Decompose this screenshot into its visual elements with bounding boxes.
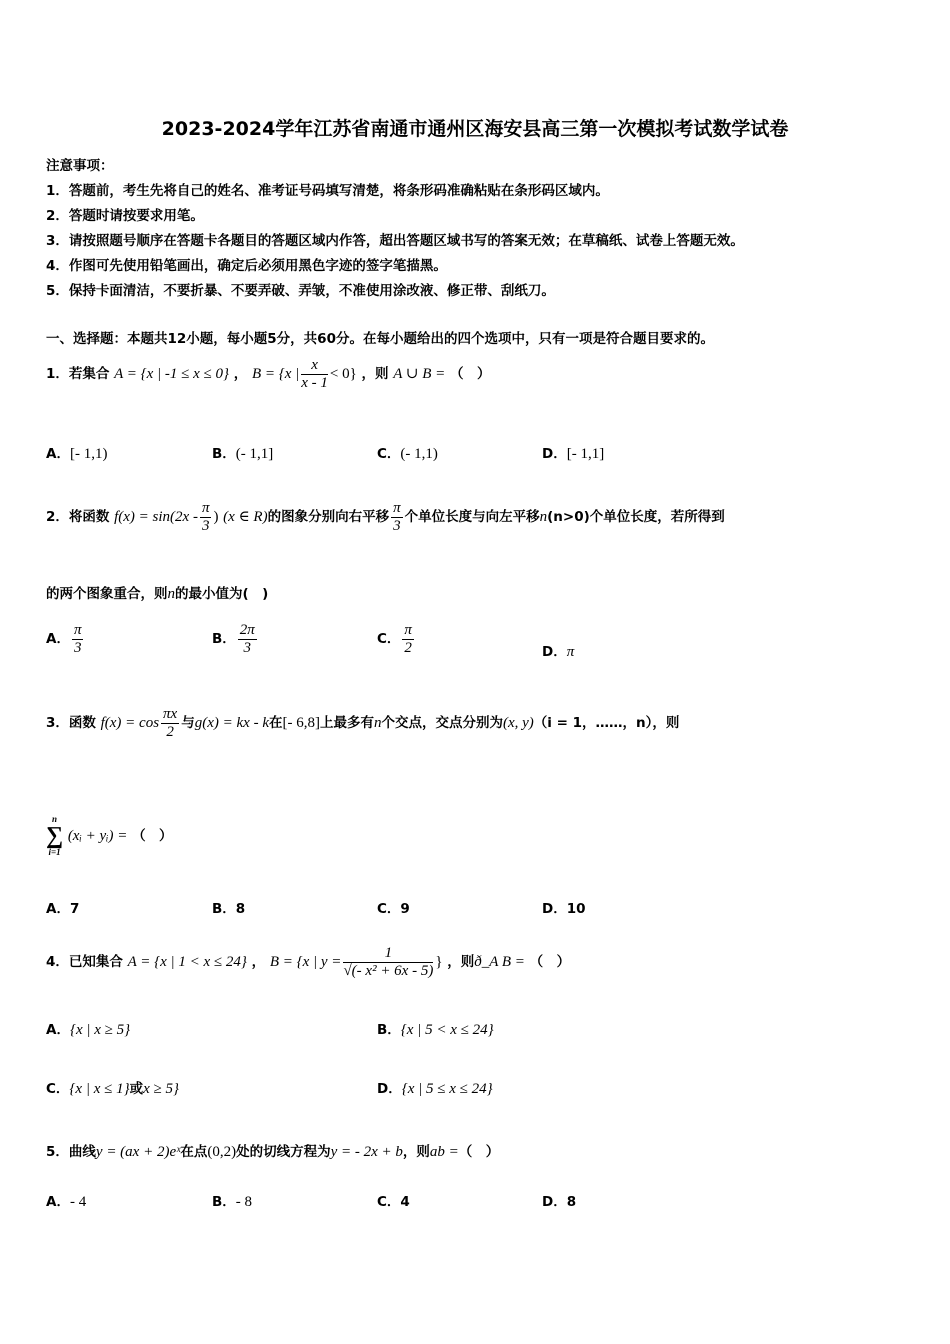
q4-option-d-value: {x | 5 ≤ x ≤ 24} xyxy=(401,1081,493,1097)
q4-answer-paren: （ ） xyxy=(529,954,571,970)
q1-sep: ， xyxy=(233,366,248,382)
q2-option-d-value: π xyxy=(566,644,575,660)
q4-expression: ð_A B = xyxy=(474,954,525,970)
q4-option-d-label: D． xyxy=(377,1081,402,1097)
q5-option-a-value: - 4 xyxy=(69,1194,87,1210)
q3-option-a-value: 7 xyxy=(69,901,80,917)
q2-func-num: π xyxy=(201,500,210,516)
question-3-line-2 xyxy=(46,815,173,857)
q2-number: 2．将函数 xyxy=(46,509,110,525)
q1-option-a-value: [- 1,1) xyxy=(69,446,108,462)
q5-option-a[interactable] xyxy=(46,1190,86,1211)
q4-set-a: A = {x | 1 < x ≤ 24} xyxy=(127,954,247,970)
q1-option-d-value: [- 1,1] xyxy=(566,446,605,462)
q4-option-d[interactable] xyxy=(377,1077,493,1098)
q4-option-a-value: {x | x ≥ 5} xyxy=(69,1022,131,1038)
q1-option-c-value: (- 1,1) xyxy=(400,446,438,462)
q3-number: 3．函数 xyxy=(46,715,96,731)
q3-text-1: 上最多有 xyxy=(319,715,374,731)
section-heading: 一、选择题：本题共12小题，每小题5分，共60分。在每小题给出的四个选项中，只有一项是符合题目要求的。 xyxy=(46,331,714,347)
q5-number: 5．曲线 xyxy=(46,1144,96,1160)
q1-option-b-value: (- 1,1] xyxy=(235,446,274,462)
q5-option-c-value: 4 xyxy=(400,1194,410,1210)
q1-set-b-fraction xyxy=(301,357,328,391)
q3-f-prefix: f(x) = cos xyxy=(100,715,160,731)
q1-answer-paren: （ ） xyxy=(449,366,491,382)
q3-sum-bottom: i=1 xyxy=(48,847,61,857)
q3-option-c[interactable] xyxy=(377,897,410,917)
q3-interval: [- 6,8] xyxy=(282,715,320,731)
q3-option-d-value: 10 xyxy=(566,901,586,917)
q2-option-b-fraction xyxy=(238,622,257,656)
q1-set-b-num: x xyxy=(301,357,328,375)
q4-option-c[interactable] xyxy=(46,1077,179,1098)
q5-option-c[interactable] xyxy=(377,1190,410,1210)
q5-option-d-label: D． xyxy=(542,1194,567,1210)
q1-set-b-suffix: < 0} xyxy=(329,366,357,382)
q4-option-c-label: C． xyxy=(46,1081,70,1097)
q2-option-c[interactable] xyxy=(377,622,416,656)
question-4 xyxy=(46,945,570,979)
sigma-icon: ∑ xyxy=(46,823,64,849)
q3-sum-top: n xyxy=(52,814,58,824)
q2-option-d[interactable] xyxy=(542,640,574,661)
q5-option-c-label: C． xyxy=(377,1194,401,1210)
q2-text-2: 个单位长度与向左平移 xyxy=(404,509,540,525)
q3-point: (x, y) xyxy=(502,715,534,731)
q1-option-d[interactable] xyxy=(542,442,604,463)
q4-set-b-prefix: B = {x | y = xyxy=(269,954,342,970)
q1-set-a: A = {x | -1 ≤ x ≤ 0} xyxy=(114,366,230,382)
notice-item-1: 1．答题前，考生先将自己的姓名、准考证号码填写清楚，将条形码准确粘贴在条形码区域内。 xyxy=(46,183,609,199)
question-2 xyxy=(46,500,725,534)
q2-func-prefix: f(x) = sin(2x - xyxy=(114,509,198,525)
q1-option-b-label: B． xyxy=(212,446,236,462)
q2-option-b-den: 3 xyxy=(243,639,252,656)
q4-option-c-value-2: x ≥ 5} xyxy=(143,1081,179,1097)
q4-option-c-value: {x | x ≤ 1} xyxy=(69,1081,130,1097)
q5-option-b[interactable] xyxy=(212,1190,252,1211)
q4-set-b-suffix: } xyxy=(435,954,443,970)
q5-option-d-value: 8 xyxy=(566,1194,577,1210)
q3-index: （i = 1，……，n），则 xyxy=(533,715,680,731)
q3-option-a-label: A． xyxy=(46,901,70,917)
question-2-line-2 xyxy=(46,582,268,603)
q5-option-d[interactable] xyxy=(542,1190,576,1210)
q2-option-a-label: A． xyxy=(46,631,70,647)
notice-item-5: 5．保持卡面清洁，不要折暴、不要弄破、弄皱，不准使用涂改液、修正带、刮纸刀。 xyxy=(46,283,555,299)
q5-option-b-label: B． xyxy=(212,1194,236,1210)
q1-option-c[interactable] xyxy=(377,442,438,463)
q3-text-2: 个交点，交点分别为 xyxy=(381,715,503,731)
q3-with: 与 xyxy=(181,715,195,731)
q2-n: n xyxy=(539,509,548,525)
notice-item-4: 4．作图可先使用铅笔画出，确定后必须用黑色字迹的签字笔描黑。 xyxy=(46,258,447,274)
q2-cond: (n>0) xyxy=(547,509,590,525)
q2-line2-b: 的最小值为( ) xyxy=(175,586,269,602)
notice-heading: 注意事项： xyxy=(46,158,114,174)
q5-curve: y = (ax + 2)eˣ xyxy=(95,1144,181,1160)
q1-option-c-label: C． xyxy=(377,446,401,462)
q2-option-c-num: π xyxy=(404,622,412,638)
q3-option-b[interactable] xyxy=(212,897,245,917)
q4-option-b[interactable] xyxy=(377,1018,494,1039)
question-5 xyxy=(46,1140,499,1161)
q4-option-c-or: 或 xyxy=(129,1081,144,1097)
notice-item-3: 3．请按照题号顺序在答题卡各题目的答题区域内作答，超出答题区域书写的答案无效；在草稿纸、试卷上答题无效。 xyxy=(46,233,744,249)
q5-line: y = - 2x + b xyxy=(330,1144,403,1160)
q3-option-d-label: D． xyxy=(542,901,567,917)
q3-n: n xyxy=(373,715,382,731)
q3-option-b-value: 8 xyxy=(235,901,246,917)
q1-option-d-label: D． xyxy=(542,446,567,462)
q5-then: ，则 xyxy=(402,1144,430,1160)
q2-line2-n: n xyxy=(167,586,175,602)
q2-text-3: 个单位长度，若所得到 xyxy=(589,509,725,525)
q2-func-den: 3 xyxy=(201,517,210,534)
q3-f-num: πx xyxy=(163,706,178,722)
q2-option-c-den: 2 xyxy=(404,639,412,656)
exam-title: 2023-2024学年江苏省南通市通州区海安县高三第一次模拟考试数学试卷 xyxy=(161,118,789,140)
q4-option-b-value: {x | 5 < x ≤ 24} xyxy=(400,1022,494,1038)
q3-answer-paren: （ ） xyxy=(132,828,173,844)
q3-f-fraction xyxy=(161,706,179,740)
q4-option-b-label: B． xyxy=(377,1022,401,1038)
q2-shift-den: 3 xyxy=(393,517,401,534)
q2-option-a[interactable] xyxy=(46,622,85,656)
q3-on: 在 xyxy=(268,715,283,731)
q4-set-b-fraction xyxy=(343,945,433,979)
q1-expression: A ∪ B = xyxy=(393,366,446,382)
q4-option-a-label: A． xyxy=(46,1022,70,1038)
question-3 xyxy=(46,706,679,740)
q3-g: g(x) = kx - k xyxy=(194,715,269,731)
q2-option-b-label: B． xyxy=(212,631,236,647)
q5-option-b-value: - 8 xyxy=(235,1194,253,1210)
q2-func-suffix: ) xyxy=(213,509,219,525)
q2-shift-num: π xyxy=(393,500,401,516)
q2-domain: (x ∈ R) xyxy=(223,509,268,525)
notice-item-2: 2．答题时请按要求用笔。 xyxy=(46,208,204,224)
q2-option-d-label: D． xyxy=(542,644,567,660)
q3-summation xyxy=(46,815,63,857)
q1-set-b-den: x - 1 xyxy=(301,374,328,391)
q4-set-b-den: √(- x² + 6x - 5) xyxy=(343,962,434,979)
q2-option-b-num: 2π xyxy=(239,622,255,638)
q1-option-a[interactable] xyxy=(46,442,107,463)
q4-option-a[interactable] xyxy=(46,1018,130,1039)
q2-text-1: 的图象分别向右平移 xyxy=(267,509,390,525)
q3-sum-expression: (xᵢ + yᵢ) = xyxy=(67,828,128,844)
q2-func-fraction xyxy=(200,500,212,534)
q4-then: ，则 xyxy=(447,954,475,970)
q3-option-d[interactable] xyxy=(542,897,586,917)
question-1 xyxy=(46,357,490,391)
q5-tangent: 处的切线方程为 xyxy=(236,1144,331,1160)
q1-option-b[interactable] xyxy=(212,442,273,463)
q3-option-c-label: C． xyxy=(377,901,401,917)
q2-option-c-label: C． xyxy=(377,631,401,647)
q2-option-b[interactable] xyxy=(212,622,259,656)
q2-line2-a: 的两个图象重合，则 xyxy=(46,586,168,602)
q3-option-c-value: 9 xyxy=(400,901,410,917)
q5-answer-paren: （ ） xyxy=(458,1144,500,1160)
q1-option-a-label: A． xyxy=(46,446,70,462)
q3-f-den: 2 xyxy=(166,723,174,740)
q2-option-a-num: π xyxy=(73,622,82,638)
q1-then: ，则 xyxy=(361,366,389,382)
q2-option-c-fraction xyxy=(402,622,414,656)
q4-number: 4．已知集合 xyxy=(46,954,123,970)
q2-option-a-den: 3 xyxy=(73,639,82,656)
q2-shift-fraction xyxy=(391,500,403,534)
q4-sep: ， xyxy=(251,954,266,970)
q2-option-a-fraction xyxy=(72,622,84,656)
q4-set-b-num: 1 xyxy=(343,945,433,963)
q5-option-a-label: A． xyxy=(46,1194,70,1210)
q5-ab: ab = xyxy=(429,1144,459,1160)
q1-set-b-prefix: B = {x | xyxy=(251,366,300,382)
q5-point: (0,2) xyxy=(207,1144,237,1160)
q3-option-a[interactable] xyxy=(46,897,79,917)
q3-option-b-label: B． xyxy=(212,901,236,917)
q5-at: 在点 xyxy=(180,1144,208,1160)
q1-number: 1．若集合 xyxy=(46,366,110,382)
